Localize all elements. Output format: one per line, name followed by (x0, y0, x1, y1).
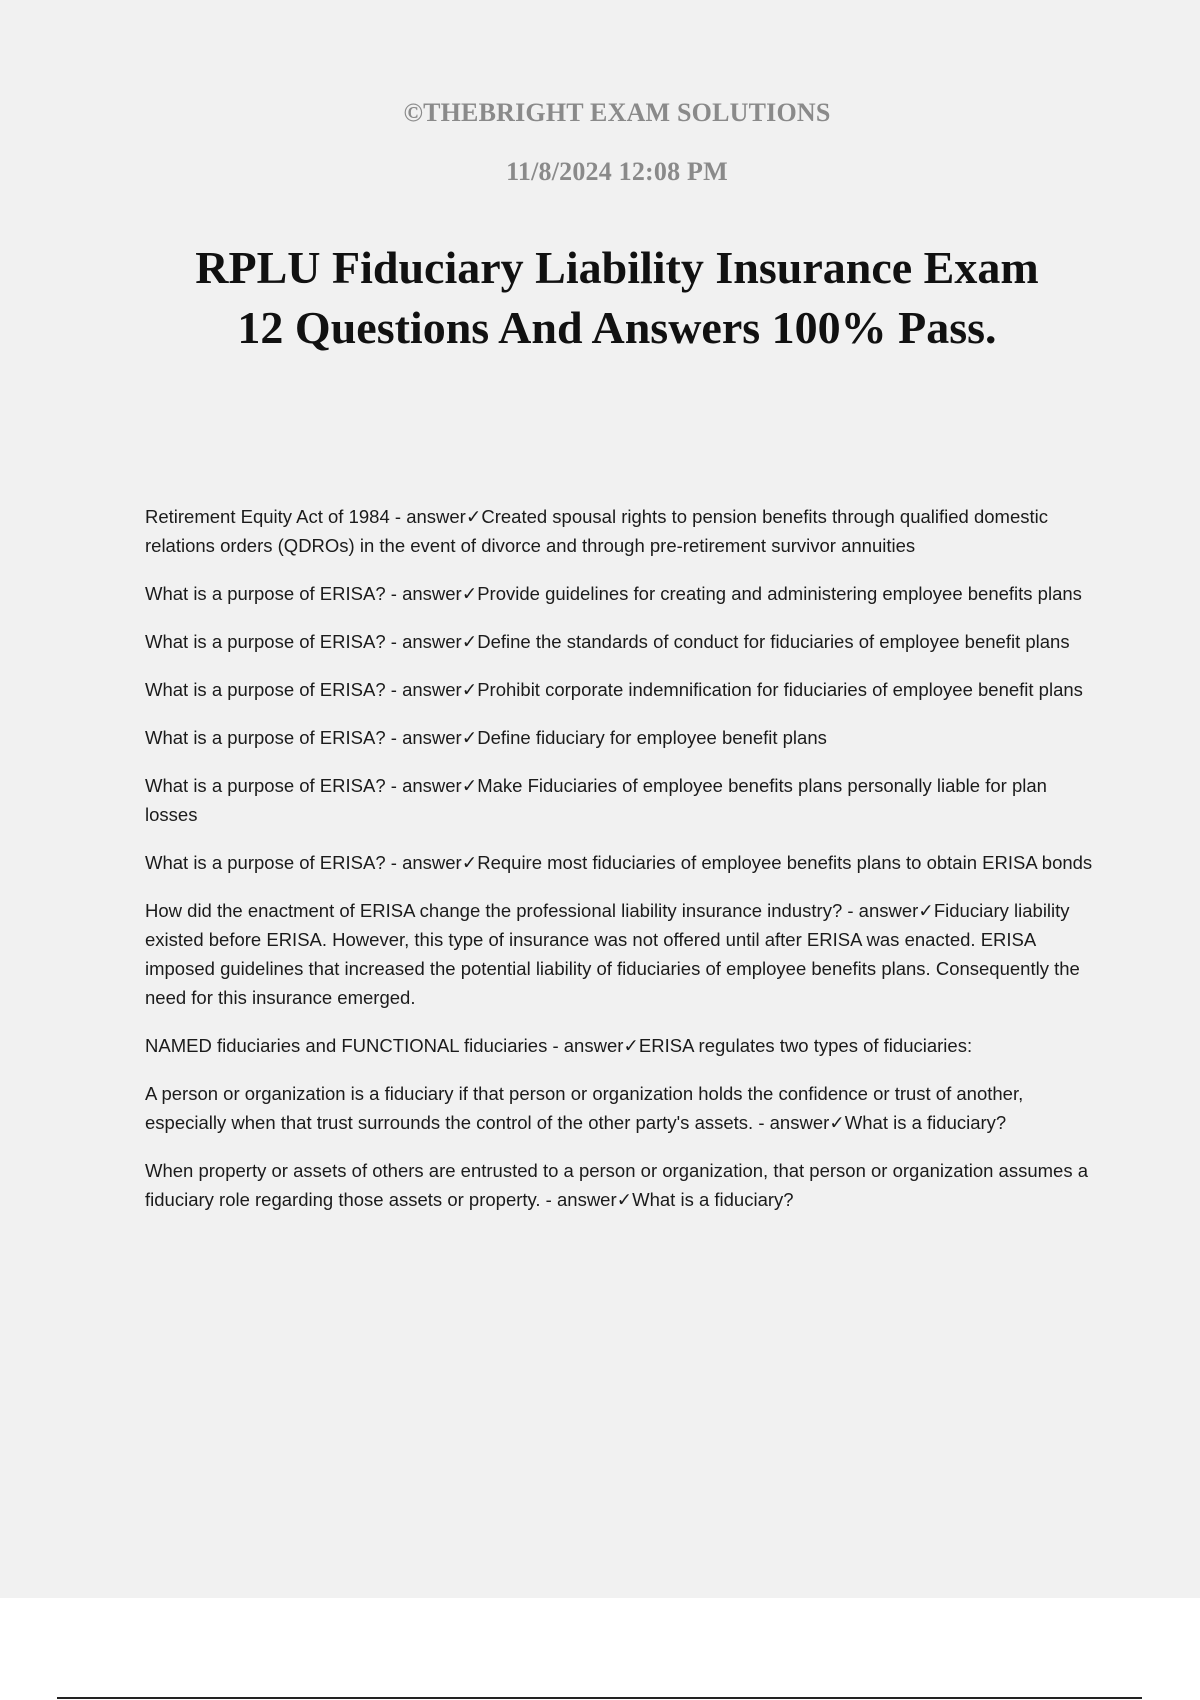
qa-answer: What is a fiduciary? (844, 1112, 1007, 1133)
qa-answer: Provide guidelines for creating and administering employee benefits plans (477, 583, 1082, 604)
brand-header: ©THEBRIGHT EXAM SOLUTIONS (403, 98, 831, 127)
qa-question: What is a purpose of ERISA? (145, 727, 386, 748)
qa-answer: Prohibit corporate indemnification for fiduciaries of employee benefit plans (477, 679, 1083, 700)
qa-item (145, 502, 1095, 560)
qa-question: Retirement Equity Act of 1984 (145, 506, 390, 527)
qa-list (145, 502, 1095, 1233)
answer-separator: - answer✓ (385, 852, 478, 873)
qa-item (145, 723, 1095, 752)
qa-question: How did the enactment of ERISA change the professional liability insurance industry? (145, 900, 843, 921)
qa-item (145, 1031, 1095, 1060)
qa-answer: Require most fiduciaries of employee benefits plans to obtain ERISA bonds (477, 852, 1093, 873)
qa-item (145, 1156, 1095, 1214)
qa-question: When property or assets of others are entrusted to a person or organization, that person or organization assumes a fiduciary role regarding those assets or property. (145, 1160, 1088, 1210)
answer-separator: - answer✓ (547, 1035, 639, 1056)
print-timestamp: 11/8/2024 12:08 PM (506, 157, 728, 186)
qa-item (145, 1079, 1095, 1137)
title-line-2: 12 Questions And Answers 100% Pass. (237, 302, 997, 353)
answer-separator: - answer✓ (540, 1189, 633, 1210)
qa-item (145, 579, 1095, 608)
answer-separator: - answer✓ (753, 1112, 845, 1133)
footer-divider (57, 1697, 1142, 1699)
qa-question: What is a purpose of ERISA? (145, 679, 386, 700)
answer-separator: - answer✓ (842, 900, 934, 921)
qa-item (145, 848, 1095, 877)
answer-separator: - answer✓ (385, 727, 478, 748)
qa-answer: ERISA regulates two types of fiduciaries: (638, 1035, 973, 1056)
answer-separator: - answer✓ (385, 631, 478, 652)
qa-item (145, 675, 1095, 704)
answer-separator: - answer✓ (385, 679, 478, 700)
qa-question: What is a purpose of ERISA? (145, 852, 386, 873)
answer-separator: - answer✓ (389, 506, 482, 527)
qa-answer: What is a fiduciary? (632, 1189, 794, 1210)
qa-item (145, 627, 1095, 656)
qa-question: What is a purpose of ERISA? (145, 775, 386, 796)
answer-separator: - answer✓ (385, 775, 478, 796)
qa-answer: Make Fiduciaries of employee benefits plans personally liable for plan losses (145, 775, 1047, 825)
qa-item (145, 771, 1095, 829)
qa-answer: Define the standards of conduct for fiduciaries of employee benefit plans (477, 631, 1070, 652)
qa-item (145, 896, 1095, 1012)
qa-question: What is a purpose of ERISA? (145, 631, 386, 652)
qa-answer: Define fiduciary for employee benefit plans (477, 727, 827, 748)
qa-answer: Created spousal rights to pension benefits through qualified domestic relations orders (QDROs) in the event of divorce and through pre-retirement survivor annuities (145, 506, 1048, 556)
qa-question: What is a purpose of ERISA? (145, 583, 386, 604)
qa-answer: Fiduciary liability existed before ERISA. However, this type of insurance was not offered until after ERISA was enacted. ERISA imposed guidelines that increased the potential liability of fiduciaries of employee benefits plans. Consequently the need for this insurance emerged. (145, 900, 1080, 1008)
title-line-1: RPLU Fiduciary Liability Insurance Exam (195, 242, 1039, 293)
qa-question: A person or organization is a fiduciary if that person or organization holds the confidence or trust of another, especially when that trust surrounds the control of the other party's assets. (145, 1083, 1024, 1133)
document-title (0, 238, 1200, 358)
answer-separator: - answer✓ (385, 583, 478, 604)
qa-question: NAMED fiduciaries and FUNCTIONAL fiduciaries (145, 1035, 548, 1056)
